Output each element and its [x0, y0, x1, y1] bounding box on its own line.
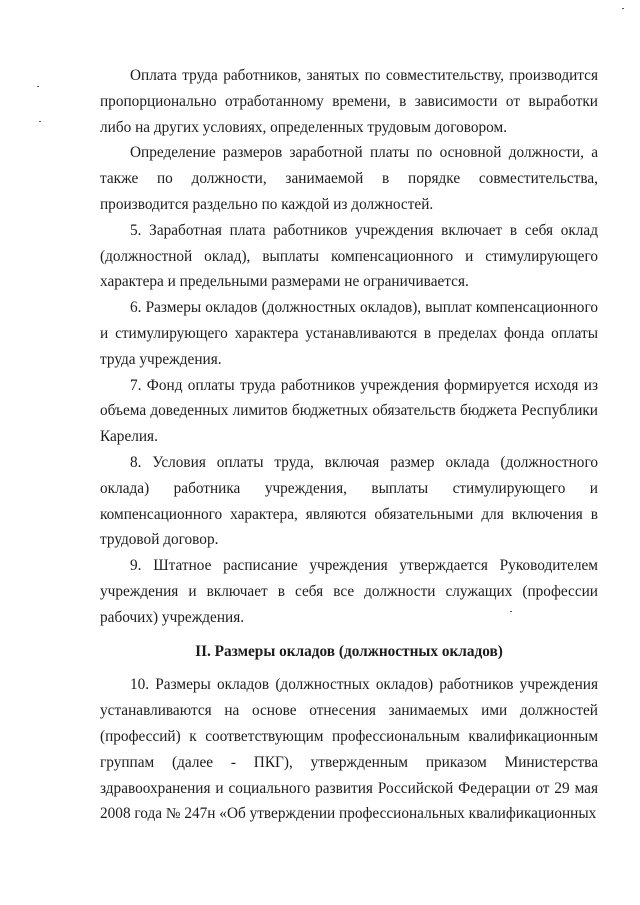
- section-heading: II. Размеры окладов (должностных окладов): [195, 642, 503, 660]
- document-body: [100, 63, 598, 827]
- paragraph: Оплата труда работников, занятых по совместительству, производится пропорционально отработанному времени, в зависимости от выработки либо на других условиях, определенных трудовым договором.: [100, 67, 598, 136]
- scan-speck: [622, 8, 624, 9]
- paragraph: 5. Заработная плата работников учреждения включает в себя оклад (должностной оклад), выплаты компенсационного и стимулирующего характера и предельными размерами не ограничивается.: [100, 221, 598, 291]
- paragraph: 9. Штатное расписание учреждения утверждается Руководителем учреждения и включает в себя все должности служащих (профессии рабочих) учреждения.: [100, 557, 598, 626]
- paragraph: Определение размеров заработной платы по основной должности, а также по должности, занимаемой в порядке совместительства, производится раздельно по каждой из должностей.: [100, 144, 598, 213]
- paragraph: 8. Условия оплаты труда, включая размер оклада (должностного оклада) работника учреждения, выплаты стимулирующего и компенсационного характера, являются обязательными для включения в трудовой договор.: [100, 453, 598, 549]
- paragraph: 10. Размеры окладов (должностных окладов) работников учреждения устанавливаются на основе отнесения занимаемых ими должностей (профессий) к соответствующим профессиональным квалификационным группам (далее - ПКГ), утвержденным приказом Министерства здравоохранения и социального развития Российской Федерации от 29 мая 2008 года № 247н «Об утверждении профессиональных квалификационных: [100, 676, 598, 823]
- paragraph: 6. Размеры окладов (должностных окладов), выплат компенсационного и стимулирующего характера устанавливаются в пределах фонда оплаты труда учреждения.: [100, 299, 598, 368]
- paragraph: 7. Фонд оплаты труда работников учреждения формируется исходя из объема доведенных лимитов бюджетных обязательств бюджета Республики Карелия.: [100, 376, 598, 446]
- scan-speck: [37, 86, 39, 87]
- scan-speck: [39, 121, 41, 122]
